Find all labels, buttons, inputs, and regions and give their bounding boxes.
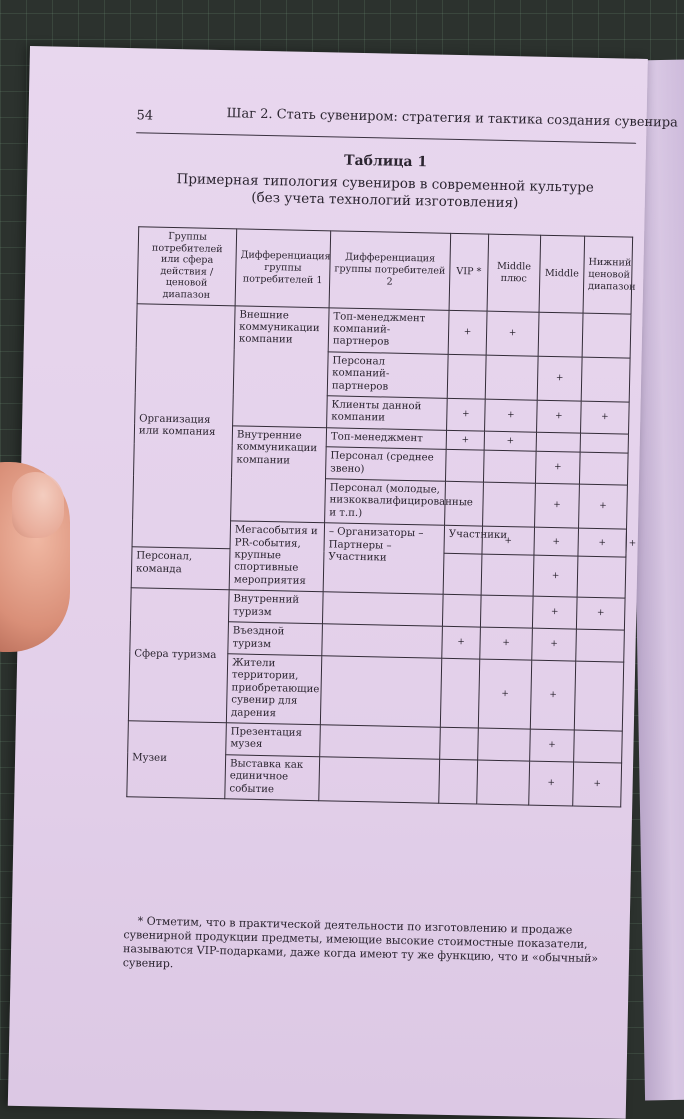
table-title-line1: Примерная типология сувениров в современной культуре <box>176 171 595 196</box>
running-header <box>136 106 679 143</box>
diff2-top: Топ-менеджмент <box>326 428 446 450</box>
empty-cell <box>480 595 533 628</box>
mark-cell: + <box>576 597 625 630</box>
col-header-diff2: Дифференциация группы потребителей 2 <box>329 231 451 310</box>
table-label: Таблица 1 <box>343 152 428 171</box>
empty-cell <box>320 656 441 728</box>
book-page <box>8 46 679 1119</box>
empty-cell <box>320 725 441 759</box>
mark-cell: + <box>484 431 536 451</box>
empty-cell <box>445 450 484 483</box>
mark-cell: + <box>486 311 539 356</box>
mark-cell: + <box>534 527 579 556</box>
empty-cell <box>483 450 536 483</box>
footnote: * Отметим, что в практической деятельности по изготовлению и продаже сувенирной продукции предметы, имеющие высокие стоимостные показатели, называются VIP-подарками, даже когда имеют ту же функцию, что и «обычный» сувенир. <box>122 914 599 971</box>
diff1-domestic: Внутренний туризм <box>228 590 323 624</box>
mark-cell: + <box>442 626 481 659</box>
mark-cell: + <box>535 483 580 528</box>
empty-cell <box>440 727 479 760</box>
mark-cell: + <box>581 401 630 434</box>
group-tourism: Сфера туризма <box>128 588 229 723</box>
mark-cell: + <box>533 555 578 597</box>
table-row <box>136 303 631 358</box>
mark-cell: + <box>530 660 575 730</box>
diff2-staff-partners: Персонал компаний-партнеров <box>327 352 448 399</box>
mark-cell: + <box>578 528 627 557</box>
diff1-presentation: Презентация музея <box>226 723 321 757</box>
col-header-groups: Группы потребителей или сфера действия / ценовой диапазон <box>137 227 237 306</box>
chapter-title: Шаг 2. Стать сувениром: стратегия и тактика создания сувенира <box>226 106 679 131</box>
empty-cell <box>447 354 486 399</box>
mark-cell: + <box>530 729 575 762</box>
mark-cell: + <box>537 356 582 401</box>
diff1-mega-roles: – Организаторы – Партнеры – Участники <box>323 523 444 595</box>
diff1-residents: Жители территории, приобретающие сувенир для дарения <box>226 654 321 725</box>
diff1-exhibition: Выставка как единичное событие <box>225 755 320 801</box>
empty-cell <box>579 452 628 485</box>
mark-cell: + <box>485 399 538 432</box>
mark-cell: + <box>532 596 577 629</box>
mark-cell: + <box>482 526 535 555</box>
table-header-row <box>137 227 632 314</box>
diff2-staff-team: Персонал, команда <box>131 547 230 590</box>
diff1-inbound: Въездной туризм <box>228 622 323 656</box>
empty-cell <box>576 629 625 662</box>
col-header-diff1: Дифференциация группы потребителей 1 <box>235 229 331 308</box>
empty-cell <box>322 624 443 658</box>
mark-cell: + <box>579 484 628 529</box>
mark-cell: + <box>448 310 487 355</box>
diff2-top-partners: Топ-менеджмент компаний-партнеров <box>328 307 449 354</box>
table-title <box>135 170 636 214</box>
empty-cell <box>477 760 530 805</box>
empty-cell <box>440 658 479 728</box>
mark-cell: + <box>532 628 577 661</box>
group-museums: Музеи <box>127 721 227 799</box>
table-title-line2: (без учета технологий изготовления) <box>251 189 519 212</box>
diff1-external: Внешние коммуникации компании <box>233 305 329 427</box>
mark-cell: + <box>447 398 486 431</box>
empty-cell <box>442 595 481 628</box>
empty-cell <box>483 482 536 527</box>
empty-cell <box>577 556 626 598</box>
empty-cell <box>581 357 630 402</box>
group-organization: Организация или компания <box>132 303 235 549</box>
mark-cell: + <box>537 400 582 433</box>
mark-cell: + <box>573 762 622 807</box>
diff2-staff-mid: Персонал (среднее звено) <box>326 447 447 481</box>
empty-cell <box>443 554 482 596</box>
empty-cell <box>478 728 531 761</box>
empty-cell <box>319 756 440 803</box>
empty-cell <box>574 661 623 731</box>
empty-cell <box>574 730 623 763</box>
page-number: 54 <box>136 108 154 124</box>
mark-cell: + <box>480 627 533 660</box>
empty-cell <box>485 355 538 400</box>
mark-cell: + <box>478 659 531 729</box>
col-header-middle-plus: Middle плюс <box>487 234 541 312</box>
diff2-staff-young: Персонал (молодые, низкоквалифицированные и т.п.) <box>325 479 446 526</box>
col-header-middle: Middle <box>539 235 585 312</box>
col-header-vip: VIP * <box>449 233 489 310</box>
empty-cell <box>322 592 443 626</box>
mark-cell: + <box>446 430 484 450</box>
diff1-internal: Внутренние коммуникации компании <box>231 426 327 523</box>
mark-cell: + <box>628 538 637 549</box>
col-header-low: Нижний ценовой диапазон <box>583 236 633 314</box>
empty-cell <box>481 554 534 596</box>
diff2-clients: Клиенты данной компании <box>327 396 448 430</box>
thumbnail-highlight <box>12 472 64 538</box>
empty-cell <box>439 759 478 804</box>
empty-cell <box>582 313 631 358</box>
diff2-participants: Участники <box>444 526 483 555</box>
group-mega-events: Мегасобытия и PR-события, крупные спортивные мероприятия <box>229 521 324 592</box>
empty-cell <box>580 433 628 453</box>
mark-cell: + <box>535 451 580 484</box>
empty-cell <box>536 432 580 452</box>
empty-cell <box>538 312 583 357</box>
mark-cell: + <box>529 761 574 806</box>
souvenir-typology-table <box>126 226 637 807</box>
